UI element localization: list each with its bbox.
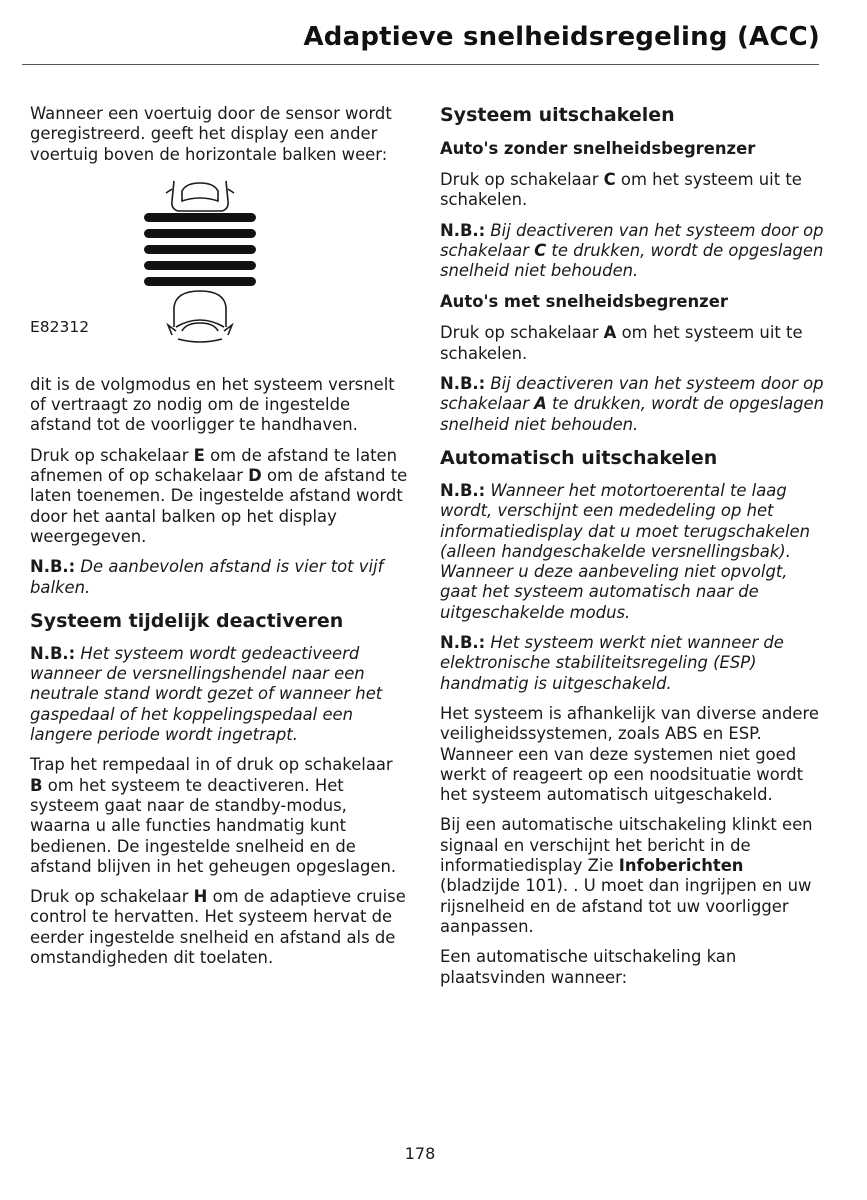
note-recommended-distance: N.B.: De aanbevolen afstand is vier tot vijf balken. (30, 557, 384, 597)
switch-h-key: H (193, 887, 208, 907)
note-engine-speed: N.B.: Wanneer het motortoerental te laag wordt, verschijnt een mededeling op het informatiedisplay dat u moet terugschakelen (alleen handgeschakelde versnellingsbak). Wanneer u deze aanbeveling niet opvolgt, gaat het systeem automatisch naar de uitgeschakelde modus. (440, 480, 810, 622)
front-vehicle-icon (166, 181, 234, 211)
note-switch-c: N.B.: Bij deactiveren van het systeem door op schakelaar C te drukken, wordt de opgeslagen snelheid niet behouden. (440, 220, 824, 281)
follow-mode-paragraph: dit is de volgmodus en het systeem versnelt of vertraagt zo nodig om de ingestelde afstand tot de voorligger te handhaven. (30, 374, 395, 435)
switch-b-key: B (30, 775, 43, 795)
page-title: Adaptieve snelheidsregeling (ACC) (303, 22, 820, 52)
vehicle-distance-illustration (142, 179, 272, 351)
distance-bars-figure (30, 175, 410, 367)
heading-automatic-switch-off: Automatisch uitschakelen (440, 446, 718, 469)
brake-paragraph: Trap het rempedaal in of druk op schakelaar B om het systeem te deactiveren. Het systeem gaat naar de standby-modus, waarna u alle functies handmatig kunt bedienen. De ingestelde snelheid en de afstand blijven in het geheugen opgeslagen. (30, 755, 397, 876)
switch-a-paragraph: Druk op schakelaar A om het systeem uit te schakelen. (440, 323, 803, 363)
intro-paragraph: Wanneer een voertuig door de sensor wordt geregistreerd. geeft het display een ander voertuig boven de horizontale balken weer: (30, 104, 392, 164)
auto-switch-off-paragraph: Bij een automatische uitschakeling klinkt een signaal en verschijnt het bericht in de informatiedisplay Zie Infoberichten (bladzijde 101). . U moet dan ingrijpen en uw rijsnelheid en de afstand tot uw voorligger aanpassen. (440, 815, 813, 936)
distance-bars (144, 213, 256, 286)
figure-id: E82312 (30, 317, 90, 336)
switch-e-key: E (193, 445, 205, 465)
switch-c-key: C (603, 170, 616, 189)
resume-paragraph: Druk op schakelaar H om de adaptieve cruise control te hervatten. Het systeem hervat de eerder ingestelde snelheid en afstand als de omstandigheden dit toelaten. (30, 887, 406, 968)
heading-without-limiter: Auto's zonder snelheidsbegrenzer (440, 139, 756, 158)
switch-a-key: A (603, 323, 617, 343)
heading-temporary-deactivate: Systeem tijdelijk deactiveren (30, 609, 344, 632)
right-column (440, 102, 825, 998)
left-column (30, 104, 410, 978)
switch-c-paragraph: Druk op schakelaar C om het systeem uit te schakelen. (440, 170, 802, 210)
safety-systems-paragraph: Het systeem is afhankelijk van diverse andere veiligheidssystemen, zoals ABS en ESP. Wanneer een van deze systemen niet goed werkt of reageert op een noodsituatie wordt het systeem automatisch uitgeschakeld. (440, 703, 819, 805)
infoberichten-link[interactable]: Infoberichten (618, 856, 744, 876)
switch-e-d-paragraph: Druk op schakelaar E om de afstand te laten afnemen of op schakelaar D om de afstand te laten toenemen. De ingestelde afstand wordt door het aantal balken op het display weergegeven. (30, 445, 408, 546)
page-number: 178 (404, 1144, 436, 1163)
note-esp: N.B.: Het systeem werkt niet wanneer de elektronische stabiliteitsregeling (ESP) handmatig is uitgeschakeld. (440, 633, 784, 693)
note-switch-a: N.B.: Bij deactiveren van het systeem door op schakelaar A te drukken, wordt de opgeslagen snelheid niet behouden. (440, 374, 825, 434)
heading-with-limiter: Auto's met snelheidsbegrenzer (440, 292, 728, 312)
heading-switch-off: Systeem uitschakelen (440, 104, 675, 126)
conditions-paragraph: Een automatische uitschakeling kan plaatsvinden wanneer: (440, 947, 737, 987)
note-deactivation: N.B.: Het systeem wordt gedeactiveerd wanneer de versnellingshendel naar een neutrale stand wordt gezet of wanneer het gaspedaal of het koppelingspedaal een langere periode wordt ingetrapt. (30, 643, 383, 745)
title-divider (22, 64, 819, 65)
own-vehicle-icon (168, 291, 232, 342)
switch-d-key: D (248, 466, 262, 486)
